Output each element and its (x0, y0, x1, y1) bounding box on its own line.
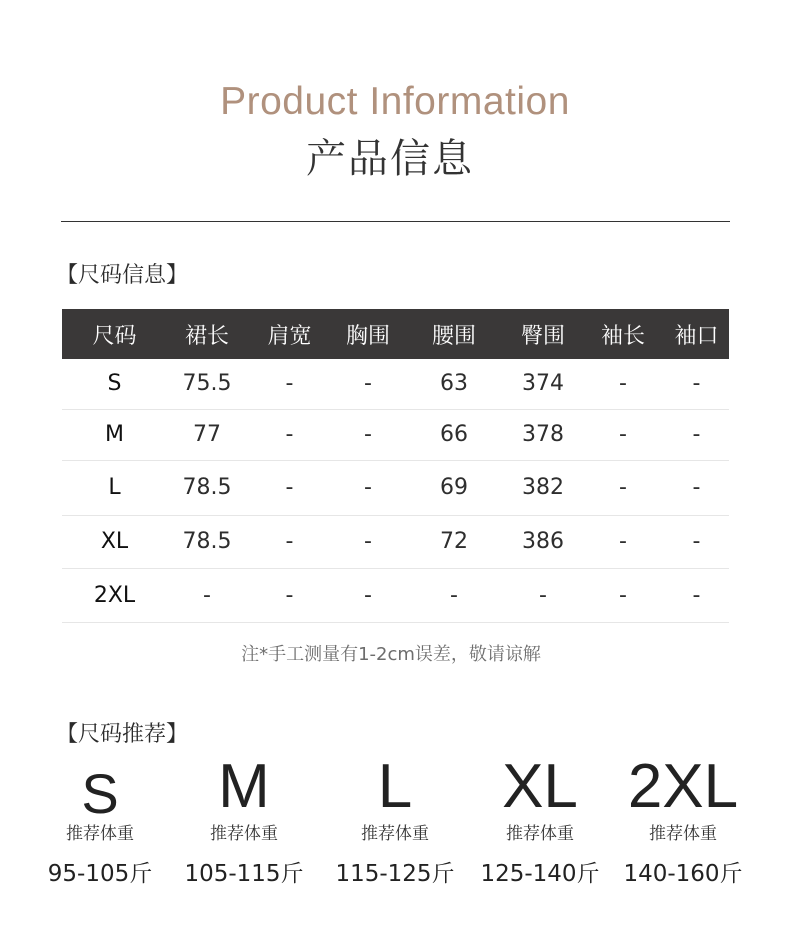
recommend-weight: 95-105斤 (47, 861, 153, 887)
table-cell: 382 (504, 460, 582, 515)
recommend-size: M (218, 752, 270, 821)
recommend-label: 推荐体重 (361, 824, 429, 844)
table-cell: 69 (404, 460, 504, 515)
col-header-shoulder: 肩宽 (247, 309, 332, 359)
table-cell: 378 (504, 409, 582, 460)
table-cell: - (247, 359, 332, 409)
table-cell: - (332, 359, 404, 409)
recommend-item-l (325, 752, 465, 888)
col-header-bust: 胸围 (332, 309, 404, 359)
table-cell: - (247, 460, 332, 515)
title-english: Product Information (220, 80, 570, 123)
table-cell: - (664, 460, 729, 515)
recommend-size: S (81, 762, 119, 825)
recommend-label: 推荐体重 (506, 824, 574, 844)
recommend-weight: 115-125斤 (335, 861, 455, 887)
col-header-sleeve-length: 袖长 (582, 309, 664, 359)
table-cell: - (664, 568, 729, 622)
size-info-title: 【尺码信息】 (56, 263, 189, 288)
recommend-size: 2XL (627, 752, 739, 821)
table-cell: - (167, 568, 247, 622)
table-row (62, 568, 729, 622)
col-header-cuff: 袖口 (664, 309, 729, 359)
col-header-hip: 臀围 (504, 309, 582, 359)
table-cell: - (247, 409, 332, 460)
table-cell: - (247, 515, 332, 568)
table-cell: - (582, 409, 664, 460)
table-cell: - (582, 515, 664, 568)
recommend-label: 推荐体重 (210, 824, 278, 844)
table-cell: 78.5 (167, 515, 247, 568)
recommend-label: 推荐体重 (66, 824, 134, 844)
table-cell: - (247, 568, 332, 622)
title-chinese: 产品信息 (306, 136, 474, 182)
table-cell: XL (62, 515, 167, 568)
table-cell: 78.5 (167, 460, 247, 515)
recommend-item-2xl (613, 752, 753, 888)
table-row (62, 460, 729, 515)
recommend-item-m (174, 752, 314, 888)
recommend-weight: 140-160斤 (623, 861, 743, 887)
measurement-note: 注*手工测量有1-2cm误差，敬请谅解 (241, 644, 541, 665)
table-cell: M (62, 409, 167, 460)
table-cell: - (582, 460, 664, 515)
table-cell: L (62, 460, 167, 515)
table-cell: - (332, 515, 404, 568)
table-cell: 77 (167, 409, 247, 460)
table-cell: 63 (404, 359, 504, 409)
col-header-skirt-length: 裙长 (167, 309, 247, 359)
recommend-weight: 105-115斤 (184, 861, 304, 887)
col-header-size: 尺码 (62, 309, 167, 359)
recommend-size: L (377, 752, 413, 821)
table-cell: - (332, 568, 404, 622)
table-cell: - (404, 568, 504, 622)
table-cell: - (664, 409, 729, 460)
recommend-item-s (30, 752, 170, 888)
table-row (62, 409, 729, 460)
table-row (62, 359, 729, 409)
table-cell: - (582, 568, 664, 622)
table-cell: 386 (504, 515, 582, 568)
col-header-waist: 腰围 (404, 309, 504, 359)
table-cell: - (664, 515, 729, 568)
table-cell: 75.5 (167, 359, 247, 409)
table-cell: - (664, 359, 729, 409)
table-row (62, 515, 729, 568)
table-cell: 72 (404, 515, 504, 568)
recommend-item-xl (470, 752, 610, 888)
table-cell: - (582, 359, 664, 409)
recommend-label: 推荐体重 (649, 824, 717, 844)
size-table (62, 309, 729, 623)
table-cell: 2XL (62, 568, 167, 622)
divider (61, 221, 730, 222)
size-recommend-title: 【尺码推荐】 (56, 722, 189, 747)
recommend-weight: 125-140斤 (480, 861, 600, 887)
table-cell: 374 (504, 359, 582, 409)
table-cell: - (504, 568, 582, 622)
recommend-size: XL (502, 752, 578, 821)
table-header-row (62, 309, 729, 359)
table-cell: - (332, 409, 404, 460)
table-cell: 66 (404, 409, 504, 460)
table-cell: - (332, 460, 404, 515)
table-cell: S (62, 359, 167, 409)
